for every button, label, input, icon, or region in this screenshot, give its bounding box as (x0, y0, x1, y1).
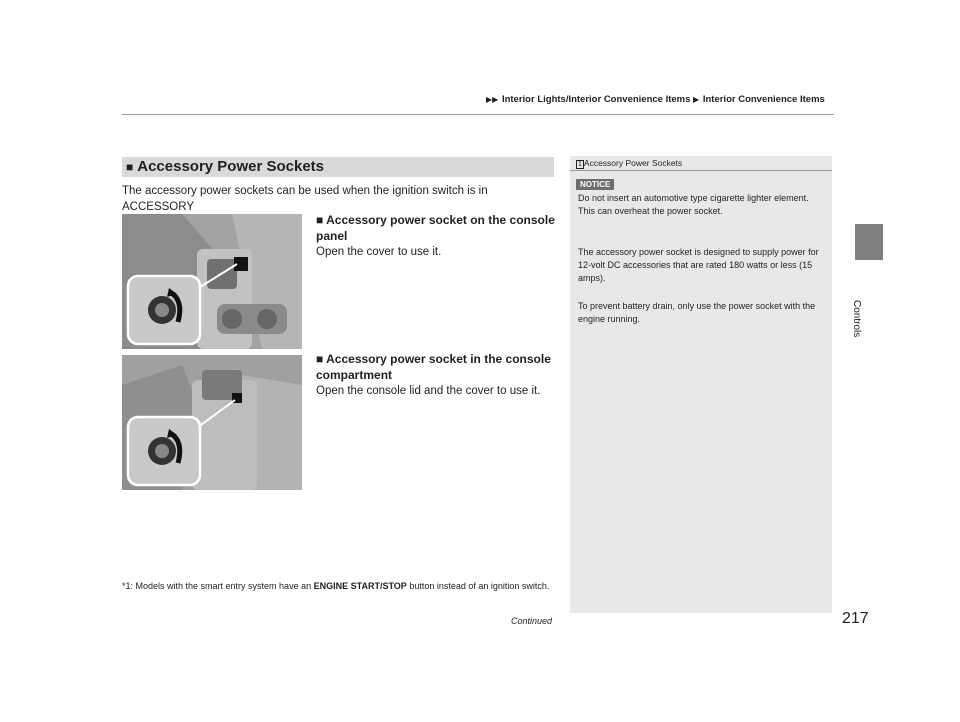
header-rule (122, 114, 834, 115)
breadcrumb-part2[interactable]: Interior Convenience Items (702, 94, 825, 105)
section-heading (122, 157, 554, 177)
notice-text (578, 192, 824, 218)
console-compartment-illustration (122, 355, 302, 490)
section-title: Accessory Power Sockets (137, 158, 325, 175)
notice-badge: NOTICE (576, 179, 614, 190)
console-compartment-heading: ■ Accessory power socket in the console compartment (316, 352, 551, 382)
notice-line1: Do not insert an automotive type cigarette lighter element. (578, 193, 809, 203)
sidebar-para2: To prevent battery drain, only use the power socket with the engine running. (578, 301, 816, 324)
console-panel-heading: ■ Accessory power socket on the console panel (316, 213, 555, 243)
console-panel-illustration (122, 214, 302, 349)
sidebar-rule (570, 170, 832, 171)
continued-label: Continued (511, 616, 553, 626)
breadcrumb (486, 94, 825, 105)
reference-icon: 1 (578, 161, 582, 168)
sidebar-para1: The accessory power socket is designed to supply power for 12-volt DC accessories that are rated 180 watts or less (15 amps). (578, 247, 819, 283)
footnote-suffix: button instead of an ignition switch. (409, 581, 550, 591)
page-number: 217 (842, 610, 869, 627)
side-tab-label: Controls (851, 300, 862, 338)
footnote-bold: ENGINE START/STOP (313, 581, 407, 591)
console-compartment-body: Open the console lid and the cover to use it. (316, 385, 541, 397)
console-panel-body: Open the cover to use it. (316, 246, 442, 258)
arrow-icon: ▶▶ (486, 95, 499, 104)
console-panel-heading-text: Accessory power socket on the console panel (316, 213, 555, 243)
arrow-icon: ▶ (693, 95, 700, 104)
footnote (122, 578, 554, 594)
breadcrumb-part1[interactable]: Interior Lights/Interior Convenience Items (501, 94, 691, 105)
sidebar-panel (570, 156, 832, 613)
notice-line2: This can overheat the power socket. (578, 206, 723, 216)
console-compartment-heading-text: Accessory power socket in the console compartment (316, 352, 551, 382)
side-tab-marker (855, 224, 883, 260)
sidebar-title (576, 158, 682, 168)
footnote-prefix: *1: Models with the smart entry system have an (122, 581, 312, 591)
intro-text: The accessory power sockets can be used when the ignition switch is in ACCESSORY (122, 185, 488, 213)
sidebar-title-text: Accessory Power Sockets (583, 158, 683, 168)
square-bullet-icon: ■ (126, 160, 134, 174)
